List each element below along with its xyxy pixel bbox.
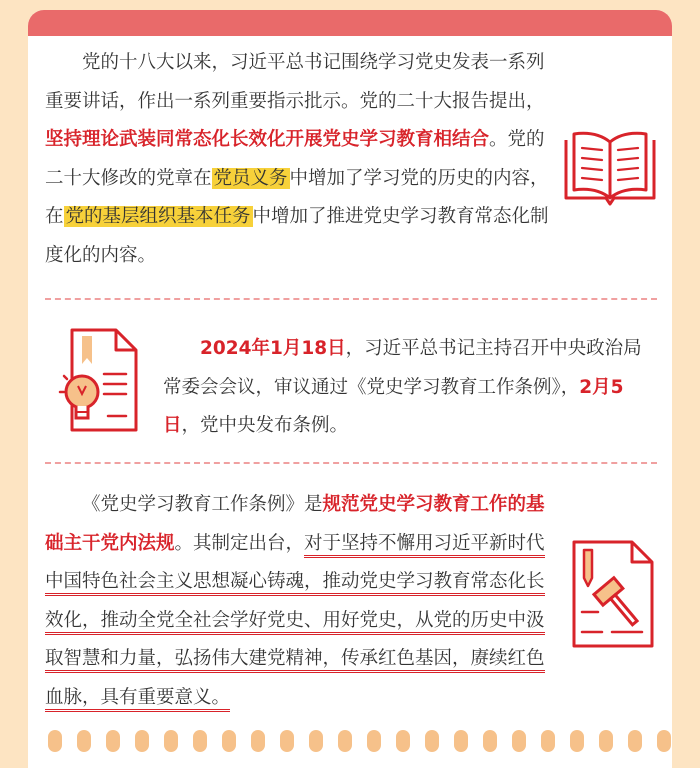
highlight-party-duties: 党员义务 xyxy=(213,167,288,189)
scallop-dot xyxy=(657,730,671,752)
paragraph-regulation-significance: 《党史学习教育工作条例》是规范党史学习教育工作的基础主干党内法规。其制定出台，对于坚持不懈用习近平新时代中国特色社会主义思想凝心铸魂，推动党史学习教育常态化长效化，推动全党全社会学好党史、用好党史，从党的历史中汲取智慧和力量，弘扬伟大建党精神，传承红色基因，赓续红色血脉，具有重要意义。 xyxy=(45,486,550,717)
scallop-dot xyxy=(48,730,62,752)
scallop-dot xyxy=(338,730,352,752)
scallop-dot xyxy=(251,730,265,752)
scallop-dot xyxy=(77,730,91,752)
card-header-bar xyxy=(28,10,672,36)
scallop-dot xyxy=(396,730,410,752)
scallop-dot xyxy=(541,730,555,752)
scallop-dot xyxy=(106,730,120,752)
scallop-dot xyxy=(570,730,584,752)
scallop-dot xyxy=(164,730,178,752)
scallop-dot xyxy=(454,730,468,752)
content-card xyxy=(28,10,672,768)
open-book-icon xyxy=(562,118,658,208)
scallop-dot xyxy=(425,730,439,752)
paragraph-history-study: 党的十八大以来，习近平总书记围绕学习党史发表一系列重要讲话，作出一系列重要指示批示。党的二十大报告提出，坚持理论武装同常态化长效化开展党史学习教育相结合。党的二十大修改的党章在 党员义务 中增加了学习党的历史的内容，在 党的基层组织基本任务 中增加了推进党史学习教育常态化制度化的内容。 xyxy=(45,52,549,266)
emphasis-text: 规范党史学习教育工作的基础主干党内法规 xyxy=(45,494,545,554)
scallop-dot xyxy=(367,730,381,752)
scallop-dot xyxy=(222,730,236,752)
scalloped-border xyxy=(28,730,672,760)
scallop-dot xyxy=(512,730,526,752)
paragraph-regulation-date: 2024年1月18日，习近平总书记主持召开中央政治局常委会会议，审议通过《党史学习教育工作条例》，2月5日，党中央发布条例。 xyxy=(163,338,642,436)
date-jan-18: 2024年1月18日 xyxy=(200,338,346,359)
dashed-divider xyxy=(45,298,657,300)
document-lightbulb-icon xyxy=(58,326,142,434)
dashed-divider xyxy=(45,462,657,464)
scallop-dot xyxy=(483,730,497,752)
scallop-dot xyxy=(193,730,207,752)
scallop-dot xyxy=(280,730,294,752)
underlined-significance: 对于坚持不懈用习近平新时代中国特色社会主义思想凝心铸魂，推动党史学习教育常态化长效化，推动全党全社会学好党史、用好党史，从党的历史中汲取智慧和力量，弘扬伟大建党精神，传承红色基因，赓续红色血脉，具有重要意义。 xyxy=(45,533,545,712)
date-feb-5: 2月5日 xyxy=(163,376,624,436)
scallop-dot xyxy=(309,730,323,752)
emphasis-text: 坚持理论武装同常态化长效化开展党史学习教育相结合 xyxy=(45,129,490,150)
scallop-dot xyxy=(628,730,642,752)
highlight-basic-tasks: 党的基层组织基本任务 xyxy=(65,206,251,227)
scallop-dot xyxy=(599,730,613,752)
scallop-dot xyxy=(135,730,149,752)
document-gavel-icon xyxy=(568,538,658,650)
